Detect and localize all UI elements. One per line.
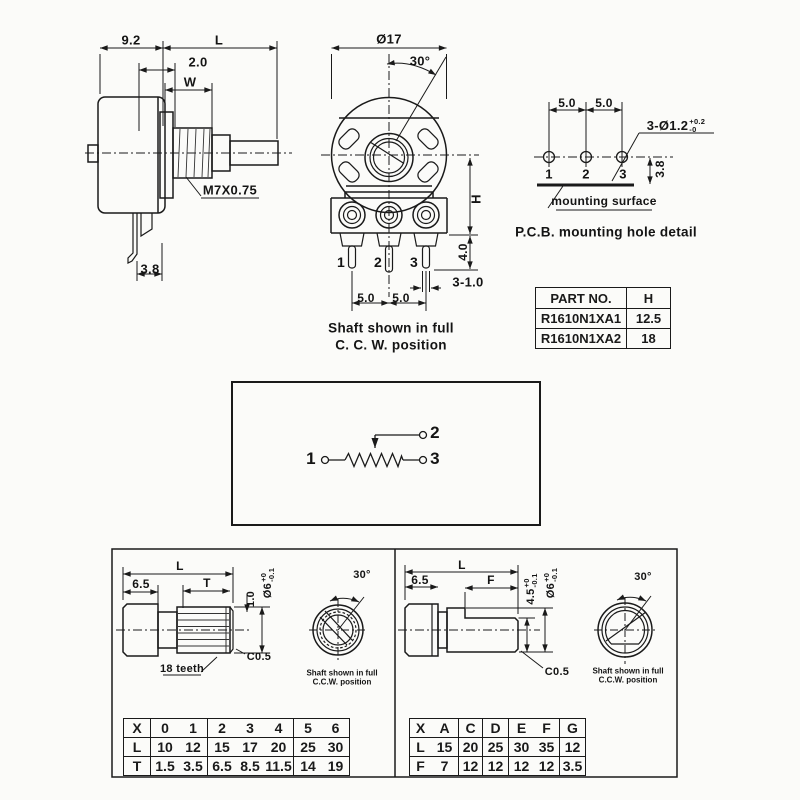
pr-dia-value: Ø6	[545, 582, 557, 599]
pl-dia-tol-minus: -0.1	[267, 567, 276, 582]
pr-chamfer-label: C0.5	[544, 666, 570, 678]
table-cell: 12	[534, 757, 560, 776]
table-cell: 15	[208, 738, 237, 757]
pin-2-label: 2	[373, 254, 383, 270]
table-cell: F	[410, 757, 432, 776]
pr-dia-tol-plus: +0	[542, 572, 552, 582]
table-cell: 12	[509, 757, 535, 776]
table-cell: L	[124, 738, 151, 757]
pl-dia-spec-label	[260, 568, 276, 598]
table-cell: 4	[264, 719, 294, 738]
table-cell: 5	[304, 720, 312, 736]
pr-dim-l-label: L	[458, 558, 466, 572]
pr-caption-line1: Shaft shown in full	[592, 666, 664, 676]
pcb-hole-2-label: 2	[582, 166, 590, 182]
pcb-hole-1-label: 1	[545, 166, 553, 182]
table-cell: 11.5	[265, 758, 292, 774]
dim-5-0b-label: 5.0	[392, 291, 410, 305]
table-cell: 19	[322, 757, 350, 776]
pr-dim-6-5-label: 6.5	[411, 573, 429, 587]
pcb-dim-3-8-label: 3.8	[653, 160, 667, 178]
dim-w-label: W	[183, 74, 197, 90]
schematic-terminal-1-label: 1	[306, 449, 316, 468]
dim-30deg-label: 30°	[409, 53, 431, 69]
mounting-surface-label: mounting surface	[551, 194, 657, 208]
pl-chamfer-label: C0.5	[246, 651, 272, 663]
dim-5-0a-label: 5.0	[357, 291, 375, 305]
pl-dia-tol-plus: +0	[259, 572, 269, 582]
table-cell: 25	[294, 738, 323, 757]
pl-dim-1-0-label: 1.0	[245, 590, 257, 608]
pr-dim-f-label: F	[487, 573, 495, 587]
dim-3-1-0-label: 3-1.0	[452, 274, 484, 290]
pcb-hole-3-label: 3	[619, 166, 627, 182]
table-cell: 2	[218, 720, 226, 736]
table-cell: 35	[534, 738, 560, 757]
pr-flat-spec-label	[523, 573, 539, 604]
table-cell: 14	[294, 757, 323, 776]
dim-9-2-label: 9.2	[121, 32, 141, 48]
table-cell: 12	[459, 757, 483, 776]
pr-caption-line2: C.C.W. position	[598, 675, 658, 685]
table-cell: G	[567, 720, 578, 736]
table-cell: 30	[322, 738, 350, 757]
pcb-dim-5-0b-label: 5.0	[595, 96, 613, 110]
table-cell: 15	[431, 738, 459, 757]
pl-caption-line2: C.C.W. position	[312, 677, 372, 687]
pin-3-label: 3	[409, 254, 419, 270]
table-cell: 3.5	[179, 757, 208, 776]
front-caption-line2: C. C. W. position	[335, 337, 447, 353]
pcb-caption: P.C.B. mounting hole detail	[515, 224, 697, 240]
table-cell: T	[124, 757, 151, 776]
table-cell: A	[431, 719, 459, 738]
dim-2-0-label: 2.0	[188, 54, 208, 70]
table-cell: 25	[483, 738, 509, 757]
schematic-terminal-2-label: 2	[430, 423, 440, 442]
pl-angle-label: 30°	[353, 569, 371, 581]
table-cell: 10	[151, 738, 180, 757]
pr-dia-tol-minus: -0.1	[550, 567, 559, 582]
schematic-terminal-3-label: 3	[430, 449, 440, 468]
pl-dim-l-label: L	[176, 559, 184, 573]
pl-dim-t-label: T	[203, 576, 211, 590]
table-cell: D	[483, 719, 509, 738]
table-cell: 0	[161, 720, 169, 736]
table-cell: 1	[179, 719, 208, 738]
table-cell: 3.5	[560, 757, 586, 776]
table-cell: 12	[483, 757, 509, 776]
table-cell: 6.5	[208, 757, 237, 776]
front-caption-line1: Shaft shown in full	[328, 320, 454, 336]
table-cell: 30	[509, 738, 535, 757]
pcb-dim-5-0a-label: 5.0	[558, 96, 576, 110]
part-table-cell: 12.5	[627, 309, 671, 329]
pr-flat-tol-minus: -0.1	[530, 573, 539, 588]
pl-dia-value: Ø6	[262, 582, 274, 599]
table-cell: 1.5	[151, 757, 180, 776]
pr-angle-label: 30°	[634, 571, 652, 583]
table-cell: 12	[560, 738, 586, 757]
table-cell: F	[534, 719, 560, 738]
part-table-cell: R1610N1XA1	[536, 309, 627, 329]
table-cell: 7	[431, 757, 459, 776]
dim-h-label: H	[468, 194, 484, 204]
table-cell: C	[459, 719, 483, 738]
pl-teeth-label: 18 teeth	[160, 663, 204, 675]
part-number-table	[535, 287, 671, 349]
table-cell: 6	[331, 720, 340, 736]
part-table-header-partno: PART NO.	[536, 288, 627, 309]
table-cell: 20	[264, 738, 294, 757]
shaft-flat-table	[409, 718, 586, 776]
table-cell: X	[124, 719, 151, 738]
table-cell: 12	[179, 738, 208, 757]
table-cell: 17	[236, 738, 264, 757]
pcb-hole-dia: 3-Ø1.2	[646, 118, 689, 134]
part-table-cell: 18	[627, 329, 671, 349]
pcb-tol-plus: +0.2	[689, 117, 706, 127]
table-cell: L	[410, 738, 432, 757]
pl-dim-6-5-label: 6.5	[132, 577, 150, 591]
table-cell: X	[415, 720, 426, 736]
table-cell: 3	[246, 720, 254, 736]
part-table-cell: R1610N1XA2	[536, 329, 627, 349]
part-table-header-h: H	[627, 288, 671, 309]
pr-dia-spec-label	[543, 568, 559, 598]
table-cell: 8.5	[236, 757, 264, 776]
dim-4-0-label: 4.0	[456, 243, 470, 261]
table-cell: E	[516, 720, 527, 736]
dim-l-label: L	[214, 32, 224, 48]
shaft-knurl-table	[123, 718, 350, 776]
dim-dia17-label: Ø17	[376, 31, 402, 47]
thread-spec-label: M7X0.75	[202, 182, 258, 198]
pr-flat-tol-plus: +0	[522, 578, 532, 588]
pcb-hole-spec-label	[647, 118, 706, 134]
table-cell: 20	[459, 738, 483, 757]
pin-1-label: 1	[336, 254, 346, 270]
dim-3-8-label: 3.8	[140, 261, 160, 277]
pl-caption-line1: Shaft shown in full	[306, 668, 378, 678]
pr-flat-value: 4.5	[525, 588, 537, 605]
pcb-tol-minus: -0	[689, 125, 697, 134]
